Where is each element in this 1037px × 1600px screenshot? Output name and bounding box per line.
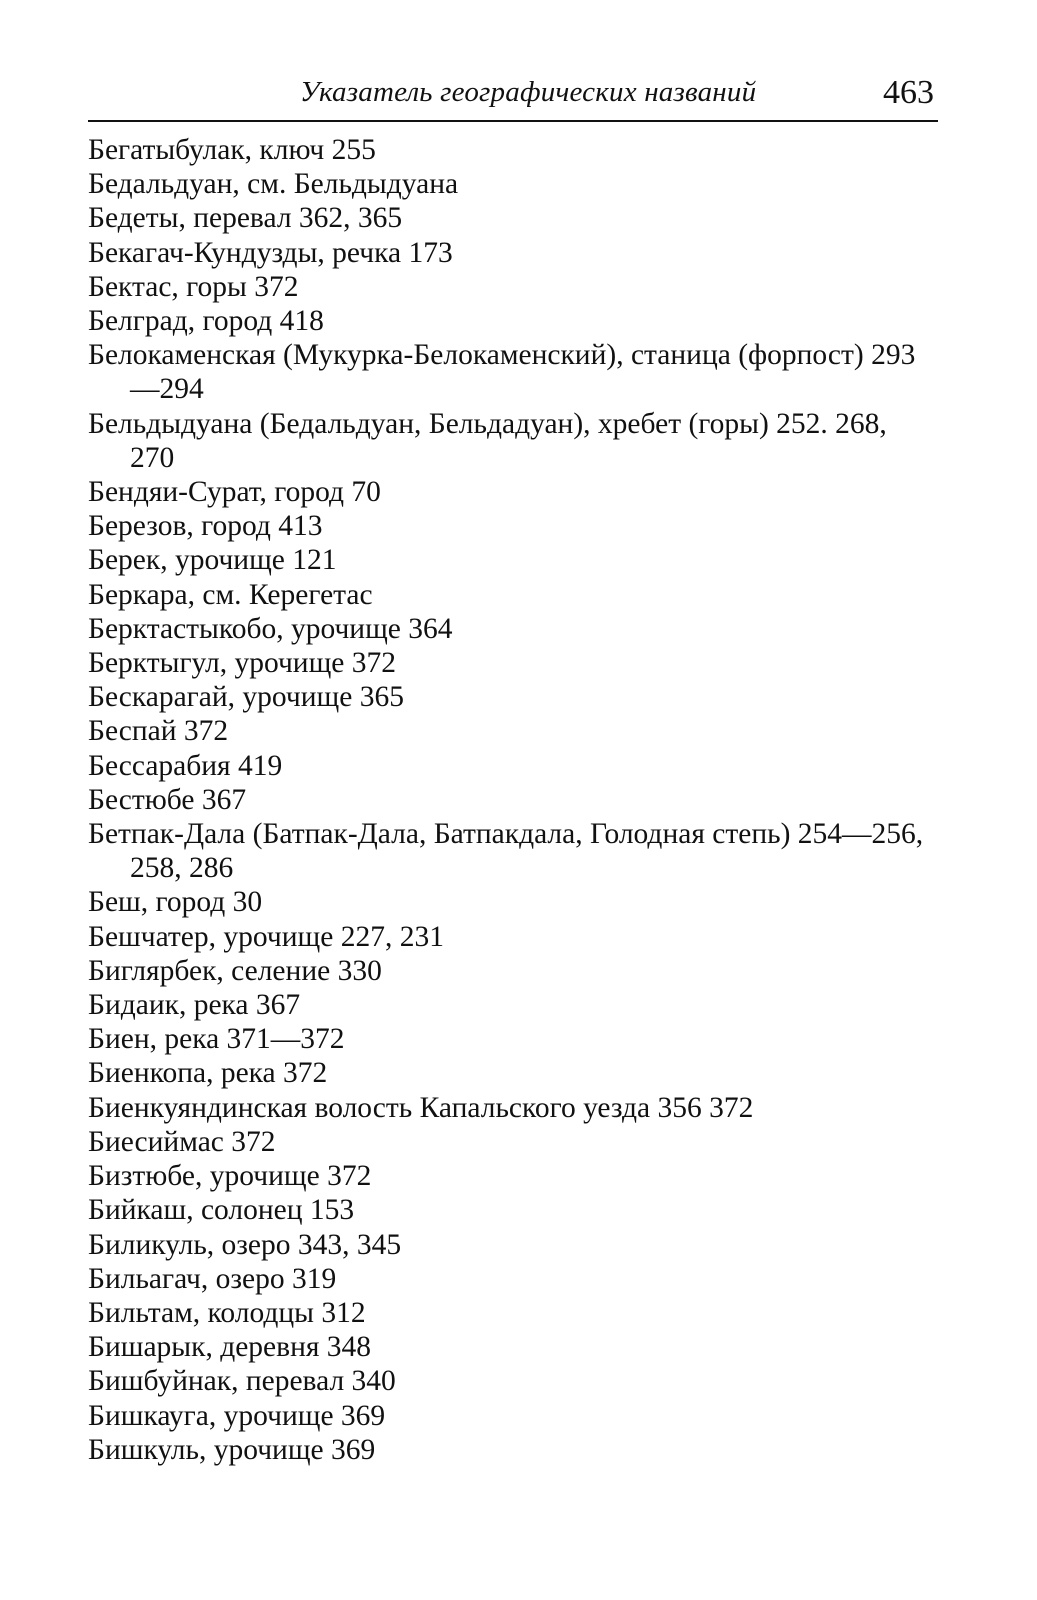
- index-entry: Бектас, горы 372: [88, 270, 299, 303]
- index-entry: Бедеты, перевал 362, 365: [88, 202, 403, 235]
- index-entry: Бишарык, деревня 348: [88, 1331, 372, 1364]
- index-entry: Бишкуль, урочище 369: [88, 1433, 376, 1466]
- index-entry: Берктыгул, урочище 372: [88, 647, 397, 680]
- index-entry: Беспай 372: [88, 715, 229, 748]
- index-entries: [88, 133, 938, 1467]
- index-entry: Бешчатер, урочище 227, 231: [88, 920, 444, 953]
- index-entry: Бетпак-Дала (Батпак-Дала, Батпакдала, Голодная степь) 254—256, 258, 286: [88, 818, 924, 885]
- index-entry: Бидаик, река 367: [88, 989, 301, 1022]
- page-header: [88, 74, 938, 122]
- index-entry: Белград, город 418: [88, 305, 324, 338]
- index-entry: Бельдыдуана (Бедальдуан, Бельдадуан), хребет (горы) 252. 268, 270: [88, 407, 887, 474]
- index-entry: Берктастыкобо, урочище 364: [88, 612, 453, 645]
- index-entry: Биликуль, озеро 343, 345: [88, 1228, 402, 1261]
- index-entry: Бизтюбе, урочище 372: [88, 1160, 372, 1193]
- index-entry: Биенкопа, река 372: [88, 1057, 328, 1090]
- index-entry: Беркара, см. Керегетас: [88, 578, 373, 611]
- index-entry: Биен, река 371—372: [88, 1023, 345, 1056]
- running-title: Указатель географических названий: [300, 76, 757, 108]
- page-number: 463: [883, 74, 934, 111]
- index-entry: Бестюбе 367: [88, 783, 247, 816]
- index-entry: Бессарабия 419: [88, 749, 283, 782]
- index-entry: Бильтам, колодцы 312: [88, 1296, 366, 1329]
- index-entry: Бегатыбулак, ключ 255: [88, 134, 376, 166]
- index-entry: Бендяи-Сурат, город 70: [88, 476, 381, 509]
- index-entry: Бишбуйнак, перевал 340: [88, 1365, 396, 1398]
- index-entry: Бильагач, озеро 319: [88, 1262, 337, 1295]
- index-entry: Бийкаш, солонец 153: [88, 1194, 355, 1227]
- index-entry: Биглярбек, селение 330: [88, 954, 382, 987]
- index-entry: Березов, город 413: [88, 510, 323, 543]
- index-entry: Бедальдуан, см. Бельдыдуана: [88, 168, 459, 201]
- index-entry: Биесиймас 372: [88, 1125, 276, 1158]
- index-entry: Бескарагай, урочище 365: [88, 681, 404, 714]
- index-entry: Белокаменская (Мукурка-Белокаменский), станица (форпост) 293—294: [88, 339, 916, 406]
- index-entry: Биенкуяндинская волость Капальского уезда 356 372: [88, 1091, 754, 1124]
- index-entry: Бишкауга, урочище 369: [88, 1399, 386, 1432]
- index-entry: Берек, урочище 121: [88, 544, 337, 577]
- index-entry: Бекагач-Кундузды, речка 173: [88, 236, 453, 269]
- index-entry: Беш, город 30: [88, 886, 263, 919]
